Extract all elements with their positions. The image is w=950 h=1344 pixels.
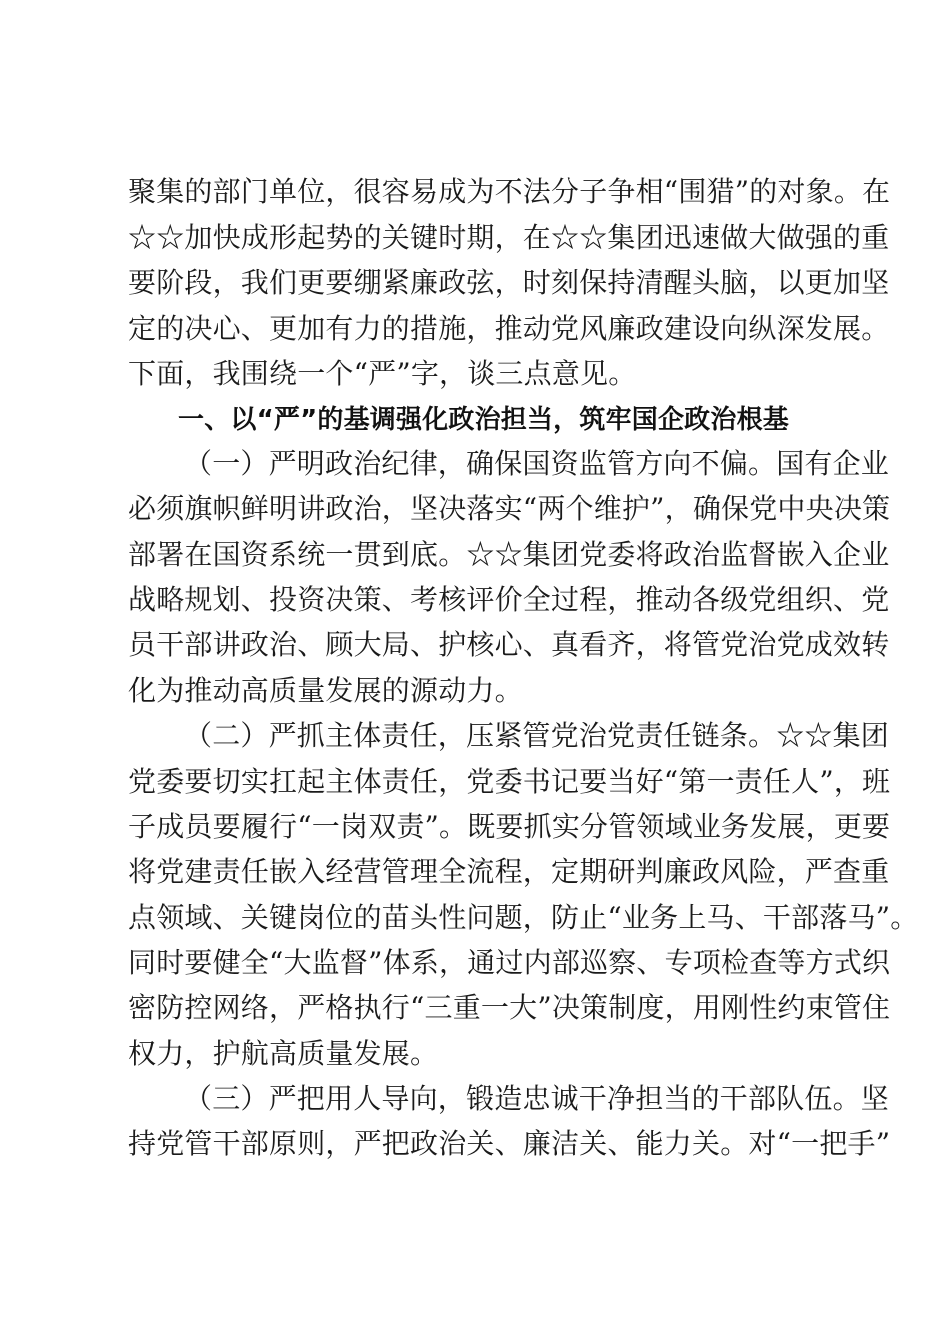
paragraph-line: 聚集的部门单位，很容易成为不法分子争相“围猎”的对象。在 [128, 175, 891, 208]
paragraph-line: 定的决心、更加有力的措施，推动党风廉政建设向纵深发展。 [128, 312, 890, 345]
paragraph-line: （三）严把用人导向，锻造忠诚干净担当的干部队伍。坚 [184, 1082, 890, 1115]
paragraph-line: 战略规划、投资决策、考核评价全过程，推动各级党组织、党 [128, 583, 890, 616]
paragraph-line: 要阶段，我们更要绷紧廉政弦，时刻保持清醒头脑，以更加坚 [128, 266, 890, 299]
paragraph-line: （一）严明政治纪律，确保国资监管方向不偏。国有企业 [184, 447, 890, 480]
paragraph-line: ☆☆加快成形起势的关键时期，在☆☆集团迅速做大做强的重 [128, 221, 890, 254]
section-heading: 一、以“严”的基调强化政治担当，筑牢国企政治根基 [178, 405, 789, 435]
paragraph-line: 部署在国资系统一贯到底。☆☆集团党委将政治监督嵌入企业 [128, 538, 890, 571]
paragraph-line: 必须旗帜鲜明讲政治，坚决落实“两个维护”，确保党中央决策 [128, 492, 891, 525]
paragraph-line: 员干部讲政治、顾大局、护核心、真看齐，将管党治党成效转 [128, 628, 890, 661]
paragraph-line: 持党管干部原则，严把政治关、廉洁关、能力关。对“一把手” [128, 1127, 891, 1160]
paragraph-line: 点领域、关键岗位的苗头性问题，防止“业务上马、干部落马”。 [128, 901, 919, 934]
paragraph-line: 权力，护航高质量发展。 [128, 1037, 439, 1070]
paragraph-line: 党委要切实扛起主体责任，党委书记要当好“第一责任人”，班 [128, 765, 891, 798]
paragraph-line: （二）严抓主体责任，压紧管党治党责任链条。☆☆集团 [184, 719, 890, 752]
paragraph-line: 将党建责任嵌入经营管理全流程，定期研判廉政风险，严查重 [128, 855, 890, 888]
paragraph-line: 同时要健全“大监督”体系，通过内部巡察、专项检查等方式织 [128, 946, 891, 979]
paragraph-line: 密防控网络，严格执行“三重一大”决策制度，用刚性约束管住 [128, 991, 891, 1024]
paragraph-line: 下面，我围绕一个“严”字，谈三点意见。 [128, 357, 637, 390]
paragraph-line: 化为推动高质量发展的源动力。 [128, 674, 523, 707]
paragraph-line: 子成员要履行“一岗双责”。既要抓实分管领域业务发展，更要 [128, 810, 891, 843]
